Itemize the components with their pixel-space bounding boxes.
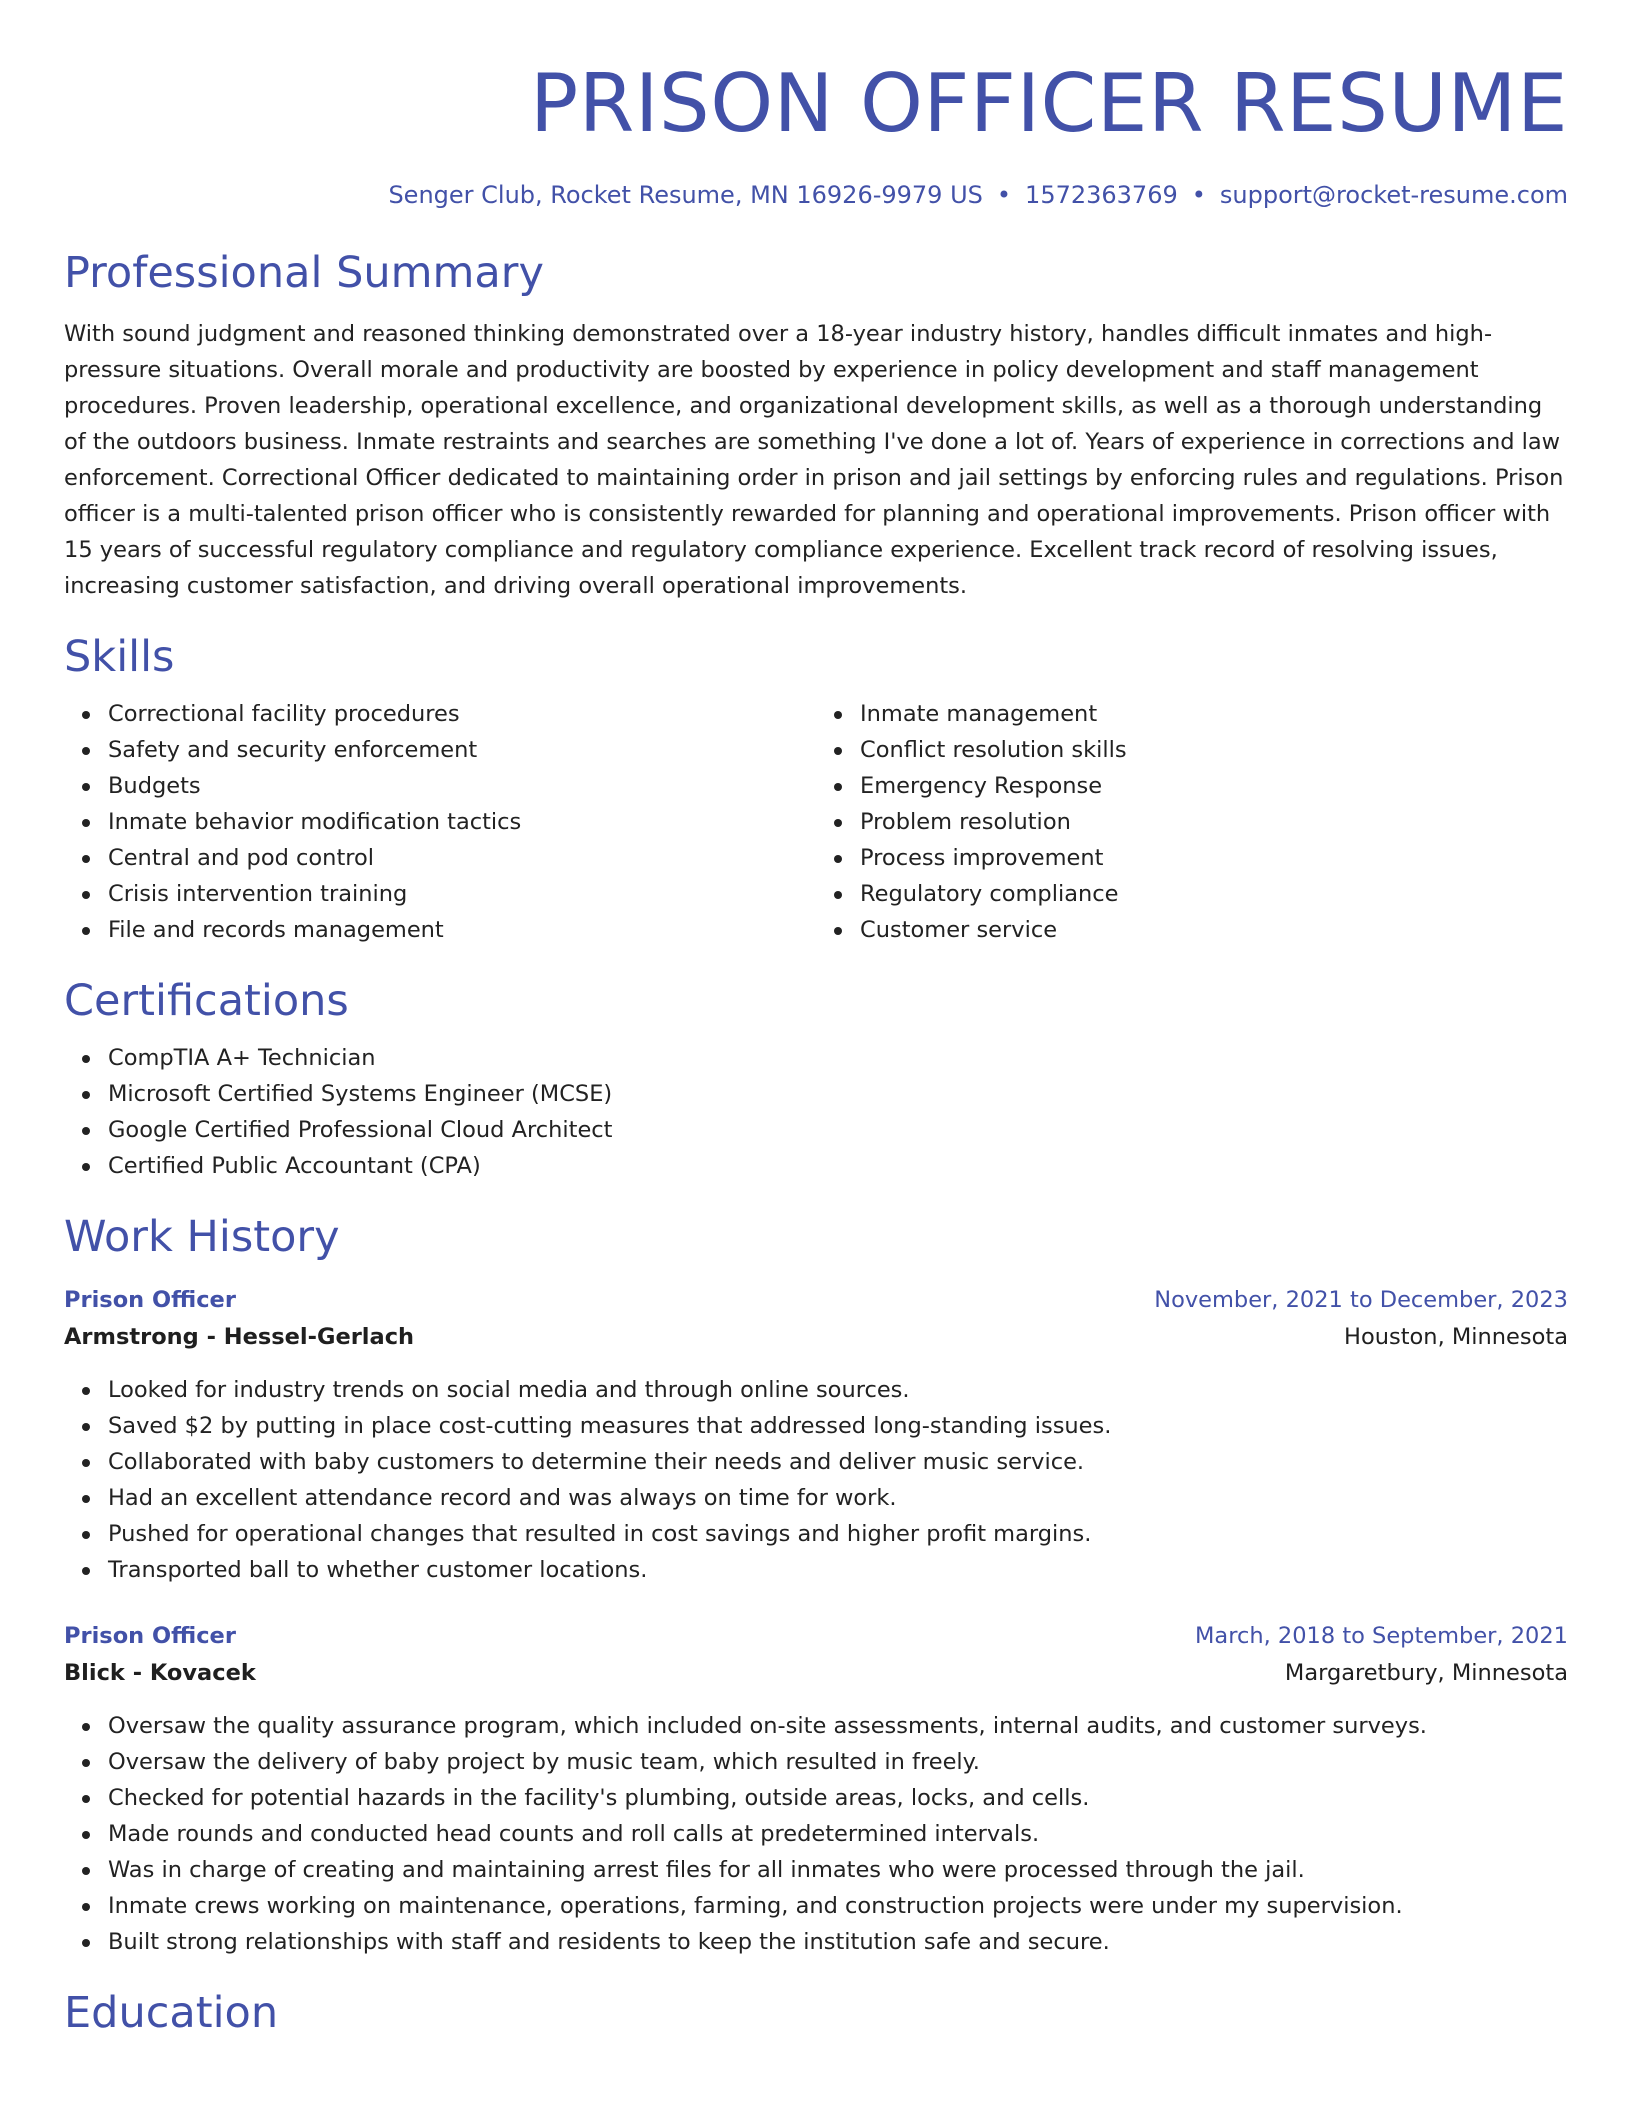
contact-separator: • [996, 181, 1012, 209]
job-dates: March, 2018 to September, 2021 [1195, 1623, 1568, 1649]
certification-item: Microsoft Certified Systems Engineer (MCSE) [108, 1076, 1568, 1112]
contact-email: support@rocket-resume.com [1219, 181, 1568, 209]
job-entry [64, 1282, 1568, 1588]
job-bullet: Looked for industry trends on social media and through online sources. [108, 1372, 1568, 1408]
job-bullet: Saved $2 by putting in place cost-cutting measures that addressed long-standing issues. [108, 1408, 1568, 1444]
skill-item: Process improvement [860, 840, 1568, 876]
certification-item: CompTIA A+ Technician [108, 1040, 1568, 1076]
job-location: Houston, Minnesota [1344, 1324, 1568, 1350]
resume-title: PRISON OFFICER RESUME [530, 57, 1568, 150]
job-company: Blick - Kovacek [64, 1660, 256, 1686]
job-bullet: Oversaw the quality assurance program, which included on-site assessments, internal audits, and customer surveys. [108, 1708, 1568, 1744]
skill-item: Budgets [108, 768, 816, 804]
skill-item: Safety and security enforcement [108, 732, 816, 768]
job-bullet: Was in charge of creating and maintaining arrest files for all inmates who were processed through the jail. [108, 1852, 1568, 1888]
skill-item: Customer service [860, 912, 1568, 948]
job-location: Margaretbury, Minnesota [1284, 1660, 1568, 1686]
job-bullet: Built strong relationships with staff and residents to keep the institution safe and secure. [108, 1924, 1568, 1960]
skill-item: Regulatory compliance [860, 876, 1568, 912]
contact-line [64, 180, 1568, 210]
job-bullet: Made rounds and conducted head counts and roll calls at predetermined intervals. [108, 1816, 1568, 1852]
job-company-row [64, 1318, 1568, 1356]
skill-item: Conflict resolution skills [860, 732, 1568, 768]
job-bullet: Transported ball to whether customer locations. [108, 1552, 1568, 1588]
job-bullet: Collaborated with baby customers to determine their needs and deliver music service. [108, 1444, 1568, 1480]
skill-item: Emergency Response [860, 768, 1568, 804]
certifications-heading: Certifications [64, 976, 349, 1026]
skill-item: Problem resolution [860, 804, 1568, 840]
job-bullet: Oversaw the delivery of baby project by music team, which resulted in freely. [108, 1744, 1568, 1780]
job-bullet-list [64, 1708, 1568, 1960]
job-header-row [64, 1282, 1568, 1318]
contact-phone: 1572363769 [1025, 181, 1178, 209]
job-company-row [64, 1654, 1568, 1692]
skills-columns [64, 696, 1568, 948]
skills-right-list [816, 696, 1568, 948]
certification-item: Certified Public Accountant (CPA) [108, 1148, 1568, 1184]
certification-item: Google Certified Professional Cloud Architect [108, 1112, 1568, 1148]
job-header-row [64, 1618, 1568, 1654]
skill-item: File and records management [108, 912, 816, 948]
skill-item: Central and pod control [108, 840, 816, 876]
skill-item: Correctional facility procedures [108, 696, 816, 732]
certifications-list [64, 1040, 1568, 1184]
job-title: Prison Officer [64, 1287, 236, 1313]
summary-text: With sound judgment and reasoned thinking demonstrated over a 18-year industry history, handles difficult inmates and high-pressure situations. Overall morale and productivity are boosted by experience in policy development and staff management procedures. Proven leadership, operational excellence, and organizational development skills, as well as a thorough understanding of the outdoors business. Inmate restraints and searches are something I've done a lot of. Years of experience in corrections and law enforcement. Correctional Officer dedicated to maintaining order in prison and jail settings by enforcing rules and regulations. Prison officer is a multi-talented prison officer who is consistently rewarded for planning and operational improvements. Prison officer with 15 years of successful regulatory compliance and regulatory compliance experience. Excellent track record of resolving issues, increasing customer satisfaction, and driving overall operational improvements. [64, 321, 1564, 599]
skills-heading: Skills [64, 632, 175, 682]
job-bullet-list [64, 1372, 1568, 1588]
job-bullet: Had an excellent attendance record and was always on time for work. [108, 1480, 1568, 1516]
job-bullet: Pushed for operational changes that resulted in cost savings and higher profit margins. [108, 1516, 1568, 1552]
education-heading: Education [64, 1988, 279, 2038]
job-dates: November, 2021 to December, 2023 [1154, 1287, 1568, 1313]
skill-item: Inmate behavior modification tactics [108, 804, 816, 840]
contact-separator: • [1191, 181, 1206, 209]
job-entry [64, 1618, 1568, 1960]
job-title: Prison Officer [64, 1623, 236, 1649]
skills-left-list [64, 696, 816, 948]
job-company: Armstrong - Hessel-Gerlach [64, 1324, 415, 1350]
skill-item: Inmate management [860, 696, 1568, 732]
job-bullet: Inmate crews working on maintenance, operations, farming, and construction projects were under my supervision. [108, 1888, 1568, 1924]
summary-heading: Professional Summary [64, 248, 544, 298]
work-history-heading: Work History [64, 1212, 340, 1262]
job-bullet: Checked for potential hazards in the facility's plumbing, outside areas, locks, and cells. [108, 1780, 1568, 1816]
skill-item: Crisis intervention training [108, 876, 816, 912]
contact-address: Senger Club, Rocket Resume, MN 16926-9979 US [388, 181, 983, 209]
